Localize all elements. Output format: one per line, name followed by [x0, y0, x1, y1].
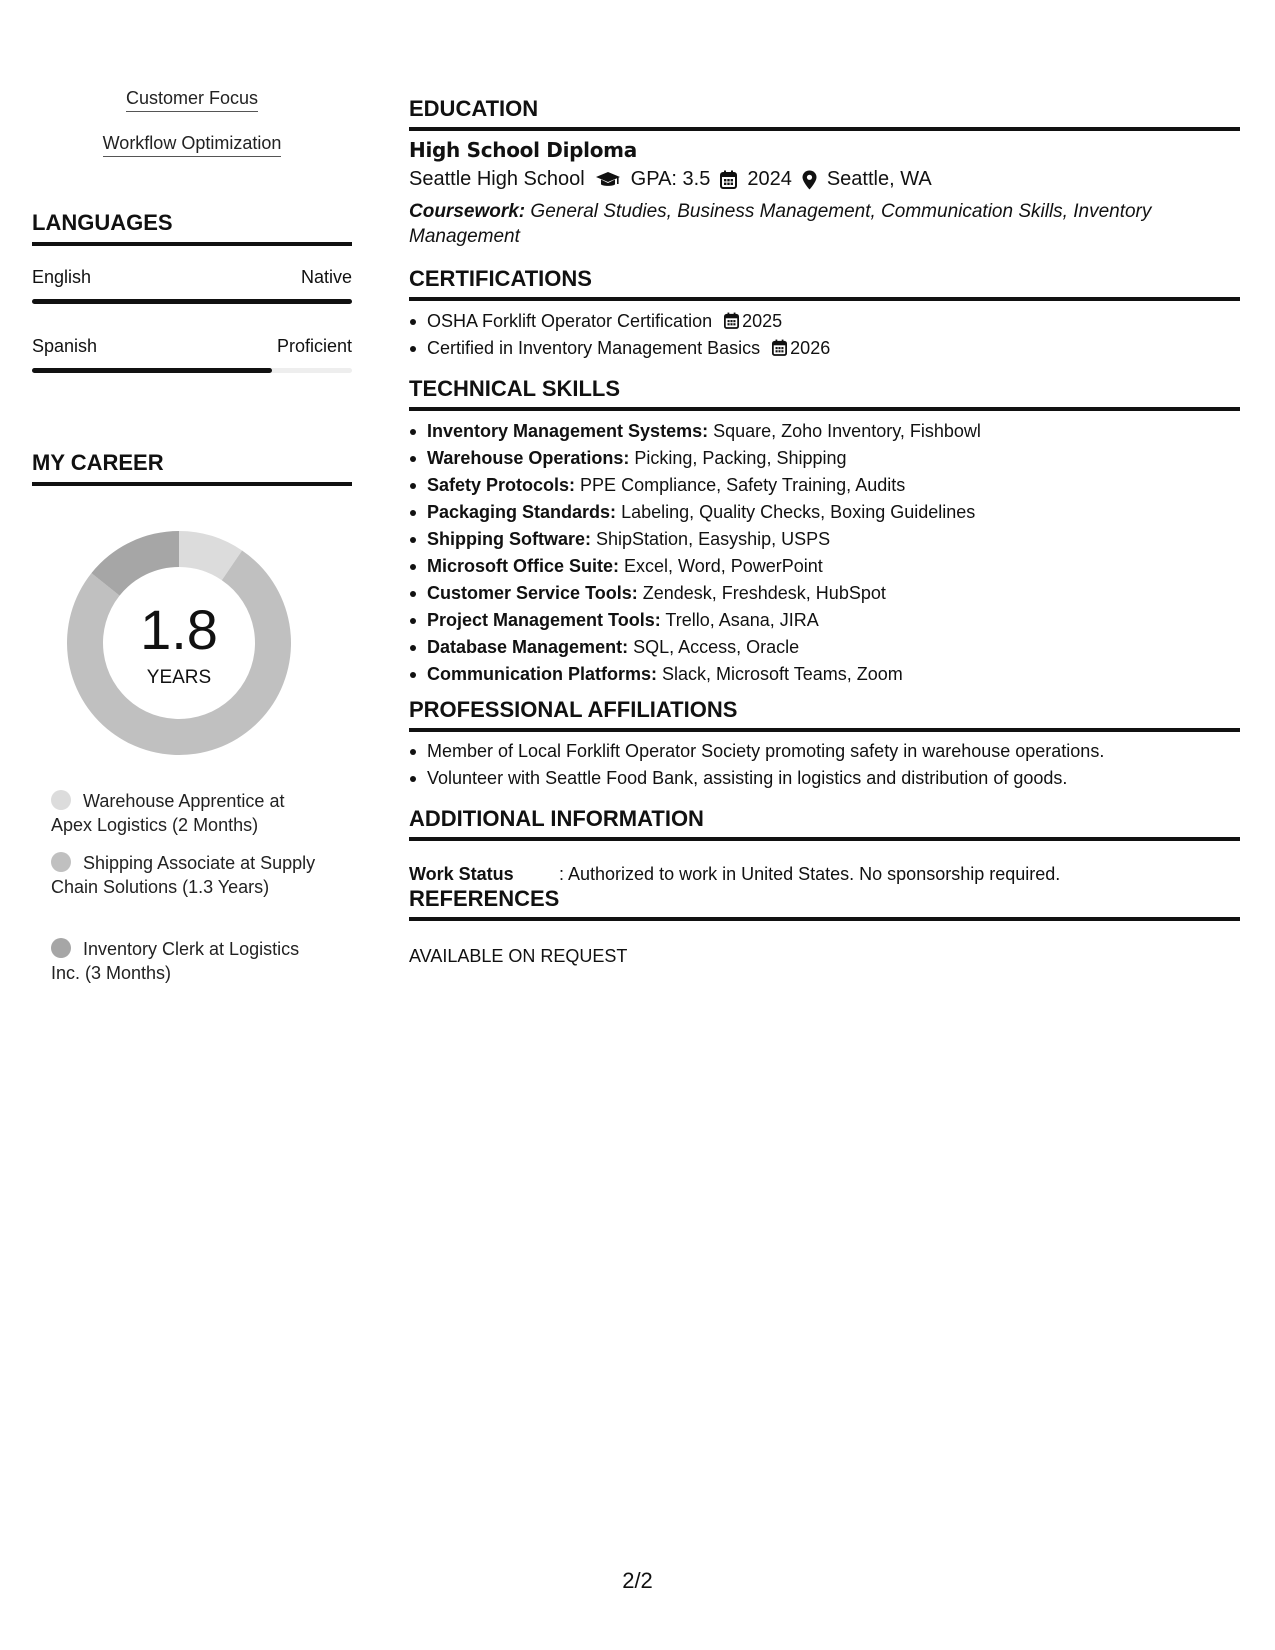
skill-category: Packaging Standards:	[427, 502, 617, 522]
language-name: Spanish	[32, 336, 98, 356]
language-row	[32, 336, 352, 357]
calendar-icon	[724, 312, 739, 329]
skill-values: Zendesk, Freshdesk, HubSpot	[637, 583, 886, 603]
gpa: GPA: 3.5	[630, 168, 711, 190]
skill-values: Excel, Word, PowerPoint	[619, 556, 823, 576]
certification-name: OSHA Forklift Operator Certification	[427, 311, 713, 331]
language-level: Native	[300, 267, 352, 287]
skill-tag: Customer Focus	[126, 88, 258, 112]
career-legend-item	[51, 789, 321, 837]
legend-swatch	[51, 938, 71, 958]
degree-title: High School Diploma	[409, 138, 637, 162]
school-name: Seattle High School	[409, 168, 585, 190]
career-total-unit: YEARS	[146, 667, 212, 688]
skill-values: ShipStation, Easyship, USPS	[591, 529, 831, 549]
work-status-label: Work Status	[409, 864, 514, 884]
skill-category: Microsoft Office Suite:	[427, 556, 620, 576]
coursework	[409, 199, 1209, 249]
language-proficiency-bar	[32, 299, 352, 304]
list-item	[409, 418, 1240, 445]
certifications-heading: CERTIFICATIONS	[409, 266, 1240, 301]
skill-values: Labeling, Quality Checks, Boxing Guidelines	[616, 502, 976, 522]
career-total-value: 1.8	[140, 598, 218, 661]
list-item: Volunteer with Seattle Food Bank, assisting in logistics and distribution of goods.	[409, 765, 1240, 792]
legend-swatch	[51, 852, 71, 872]
list-item	[409, 580, 1240, 607]
certification-name: Certified in Inventory Management Basics	[427, 338, 761, 358]
list-item	[409, 445, 1240, 472]
education-heading: EDUCATION	[409, 96, 1240, 131]
graduation-year: 2024	[747, 168, 792, 190]
list-item	[409, 607, 1240, 634]
languages-heading: LANGUAGES	[32, 210, 352, 246]
additional-info-heading: ADDITIONAL INFORMATION	[409, 806, 1240, 841]
skill-values: Square, Zoho Inventory, Fishbowl	[708, 421, 981, 441]
career-legend-item	[51, 937, 321, 985]
work-status-value: : Authorized to work in United States. No sponsorship required.	[559, 864, 1061, 884]
skill-values: PPE Compliance, Safety Training, Audits	[575, 475, 906, 495]
career-heading: MY CAREER	[32, 450, 352, 486]
language-level: Proficient	[276, 336, 352, 356]
language-row	[32, 267, 352, 288]
language-proficiency-fill	[32, 368, 272, 373]
calendar-icon	[720, 170, 737, 189]
coursework-list: General Studies, Business Management, Communication Skills, Inventory Management	[409, 201, 1152, 247]
list-item: Member of Local Forklift Operator Society promoting safety in warehouse operations.	[409, 738, 1240, 765]
skill-values: Picking, Packing, Shipping	[629, 448, 847, 468]
list-item	[409, 661, 1240, 688]
references-text: AVAILABLE ON REQUEST	[409, 946, 628, 966]
skill-category: Safety Protocols:	[427, 475, 576, 495]
map-pin-icon	[802, 170, 817, 190]
language-name: English	[32, 267, 92, 287]
skill-category: Shipping Software:	[427, 529, 591, 549]
skill-category: Project Management Tools:	[427, 610, 661, 630]
skill-values: Slack, Microsoft Teams, Zoom	[657, 664, 903, 684]
technical-skills-heading: TECHNICAL SKILLS	[409, 376, 1240, 411]
skill-tag: Workflow Optimization	[103, 133, 282, 157]
career-donut-chart	[67, 531, 291, 755]
list-item	[409, 335, 1240, 362]
career-item-label: Shipping Associate at Supply Chain Solutions (1.3 Years)	[51, 853, 316, 897]
skill-category: Customer Service Tools:	[427, 583, 638, 603]
career-item-label: Warehouse Apprentice at Apex Logistics (2 Months)	[51, 791, 285, 835]
page-number: 2/2	[622, 1568, 653, 1593]
technical-skills-list	[409, 418, 1240, 688]
career-item-label: Inventory Clerk at Logistics Inc. (3 Months)	[51, 939, 300, 983]
list-item	[409, 472, 1240, 499]
career-legend-item	[51, 851, 321, 899]
coursework-label: Coursework:	[409, 201, 526, 222]
list-item	[409, 499, 1240, 526]
affiliations-list	[409, 738, 1240, 792]
graduation-cap-icon	[595, 171, 621, 189]
list-item	[409, 526, 1240, 553]
list-item	[409, 553, 1240, 580]
skill-category: Communication Platforms:	[427, 664, 658, 684]
skill-category: Database Management:	[427, 637, 629, 657]
certifications-list	[409, 308, 1240, 362]
school-location: Seattle, WA	[826, 168, 932, 190]
calendar-icon	[772, 339, 787, 356]
language-proficiency-bar	[32, 368, 352, 373]
skill-category: Warehouse Operations:	[427, 448, 630, 468]
list-item	[409, 308, 1240, 335]
skill-category: Inventory Management Systems:	[427, 421, 709, 441]
list-item	[409, 634, 1240, 661]
legend-swatch	[51, 790, 71, 810]
language-proficiency-fill	[32, 299, 352, 304]
work-status-row	[409, 864, 1060, 885]
certification-year: 2026	[790, 338, 831, 358]
references-heading: REFERENCES	[409, 886, 1240, 921]
skill-values: SQL, Access, Oracle	[628, 637, 800, 657]
education-meta	[409, 168, 932, 191]
affiliations-heading: PROFESSIONAL AFFILIATIONS	[409, 697, 1240, 732]
certification-year: 2025	[742, 311, 783, 331]
skill-values: Trello, Asana, JIRA	[660, 610, 819, 630]
